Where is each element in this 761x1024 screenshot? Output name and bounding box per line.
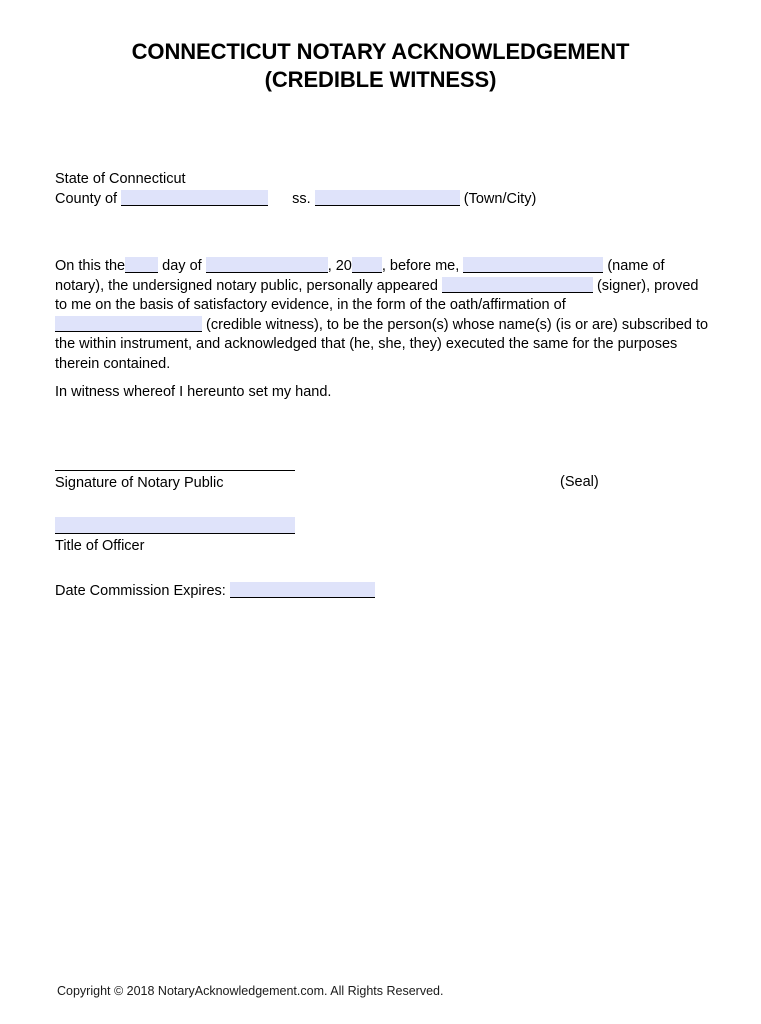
- seal-label: (Seal): [560, 474, 599, 490]
- witness-statement-block: [55, 383, 710, 403]
- recital-paragraph: [55, 257, 710, 374]
- county-line: [55, 190, 710, 210]
- signature-line[interactable]: [55, 470, 295, 471]
- town-city-input[interactable]: [315, 190, 460, 206]
- year-input[interactable]: [352, 257, 382, 273]
- county-input[interactable]: [121, 190, 268, 206]
- recital-segment-1: On this the: [55, 258, 126, 274]
- commission-expires-label: Date Commission Expires:: [55, 583, 226, 599]
- witness-statement: In witness whereof I hereunto set my hand.: [55, 384, 332, 400]
- signature-caption: Signature of Notary Public: [55, 475, 224, 491]
- title-of-officer-caption: Title of Officer: [55, 537, 145, 554]
- signer-name-input[interactable]: [442, 277, 593, 293]
- recital-segment-4: , before me,: [381, 258, 460, 274]
- state-line: [55, 170, 710, 190]
- commission-expires-input[interactable]: [230, 582, 375, 598]
- credible-witness-input[interactable]: [55, 316, 202, 332]
- document-title-line-1: CONNECTICUT NOTARY ACKNOWLEDGEMENT: [131, 39, 630, 64]
- day-input[interactable]: [125, 257, 158, 273]
- recital-segment-6: (signer), proved to me on the basis of satisfactory evidence, in the form of the oath/affirmation of: [55, 277, 699, 313]
- footer-copyright: Copyright © 2018 NotaryAcknowledgement.com. All Rights Reserved.: [57, 984, 444, 998]
- recital-segment-3: , 20: [327, 258, 352, 274]
- document-title: [0, 38, 761, 94]
- month-input[interactable]: [206, 257, 328, 273]
- commission-expires-row: [55, 582, 710, 602]
- signature-block: [55, 470, 710, 602]
- title-of-officer-input[interactable]: [55, 517, 295, 534]
- notary-name-input[interactable]: [463, 257, 603, 273]
- county-label: County of: [55, 190, 118, 207]
- document-title-line-2: (CREDIBLE WITNESS): [264, 67, 497, 93]
- ss-label: ss.: [292, 190, 311, 207]
- town-city-label: (Town/City): [463, 190, 537, 207]
- recital-segment-2: day of: [162, 258, 202, 274]
- recital-segment-5: (name of notary), the undersigned notary public, personally appeared: [55, 258, 665, 294]
- state-line-label: State of Connecticut: [55, 171, 186, 187]
- venue-block: [55, 170, 710, 209]
- recital-block: [55, 257, 710, 374]
- recital-segment-7: (credible witness), to be the person(s) whose name(s) (is or are) subscribed to the within instrument, and acknowledged that (he, she, they) executed the same for the purposes therein contained.: [55, 316, 709, 372]
